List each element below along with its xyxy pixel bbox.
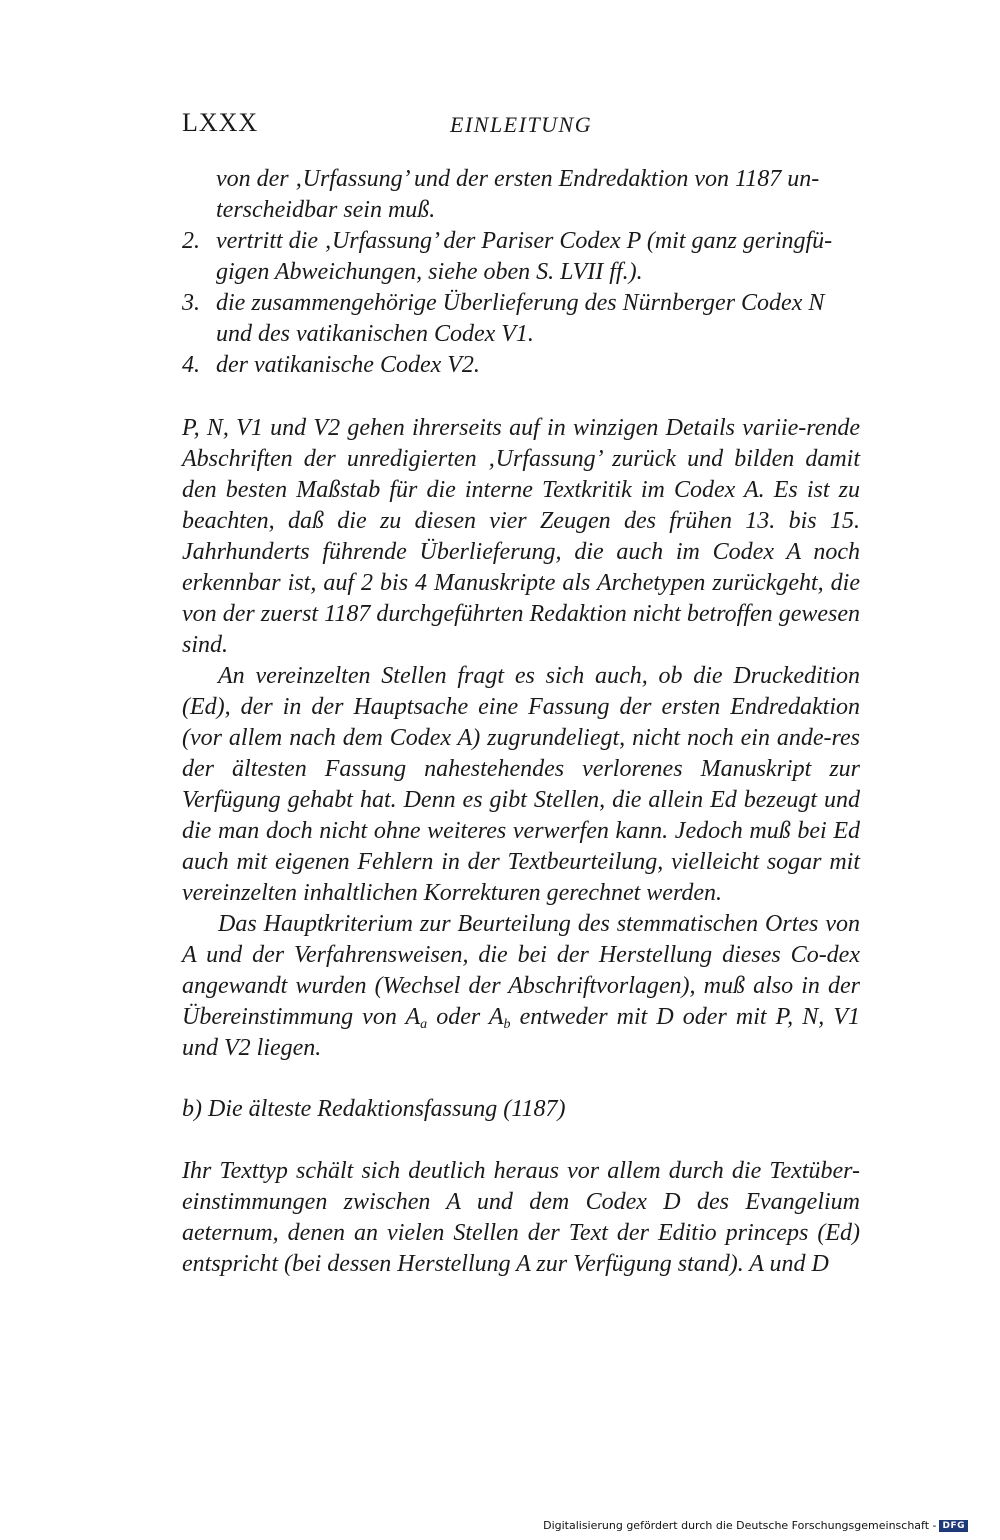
subscript-a: a: [420, 1017, 428, 1032]
paragraph-text: oder A: [427, 1004, 504, 1030]
section-heading: b) Die älteste Redaktionsfassung (1187): [182, 1096, 566, 1122]
running-head: EINLEITUNG: [450, 112, 593, 137]
list-item-text: die zusammengehörige Überlieferung des Nürnberger Codex N und des vatikanischen Codex V1.: [216, 290, 825, 347]
main-text-block: [182, 413, 860, 1064]
paragraph: Ihr Texttyp schält sich deutlich heraus vor allem durch die Textüber-einstimmungen zwischen A und dem Codex D des Evangelium aeternum, denen an vielen Stellen der Text der Editio princeps (Ed) entspricht (bei dessen Herstellung A zur Verfügung stand). A und D: [182, 1158, 860, 1277]
numbered-list: [182, 226, 860, 381]
digitization-credit: [543, 1519, 968, 1532]
paragraph-text: entweder mit D oder mit P, N, V1 und V2 liegen.: [182, 1004, 860, 1061]
paragraph: P, N, V1 und V2 gehen ihrerseits auf in winzigen Details variie-rende Abschriften der unredigierten ‚Urfassung’ zurück und bilden damit den besten Maßstab für die interne Textkritik im Codex A. Es ist zu beachten, daß die zu diesen vier Zeugen des frühen 13. bis 15. Jahrhunderts führende Überlieferung, die auch im Codex A noch erkennbar ist, auf 2 bis 4 Manuskripte als Archetypen zurückgeht, die von der zuerst 1187 durchgeführten Redaktion nicht betroffen gewesen sind.: [182, 415, 860, 658]
numbered-list-block: [182, 164, 860, 381]
list-continuation-text: von der ‚Urfassung’ und der ersten Endredaktion von 1187 un-terscheidbar sein muß.: [216, 166, 820, 223]
list-item-number: 2.: [182, 228, 200, 254]
dfg-logo: DFG: [939, 1520, 968, 1532]
list-item: [182, 350, 860, 381]
list-item-text: vertritt die ‚Urfassung’ der Pariser Codex P (mit ganz geringfü-gigen Abweichungen, siehe oben S. LVII ff.).: [216, 228, 833, 285]
section-text-block: [182, 1156, 860, 1280]
page-number: LXXX: [182, 108, 259, 137]
list-item: [182, 226, 860, 288]
paragraph-text: Das Hauptkriterium zur Beurteilung des stemmatischen Ortes von A und der Verfahrensweisen, die bei der Herstellung dieses Co-dex angewandt wurden (Wechsel der Abschriftvorlagen), muß also in der Übereinstimmung von A: [182, 911, 860, 1030]
list-item: [182, 288, 860, 350]
paragraph: [182, 909, 860, 1064]
list-item-text: der vatikanische Codex V2.: [216, 352, 480, 378]
subscript-b: b: [503, 1017, 511, 1032]
paragraph: An vereinzelten Stellen fragt es sich auch, ob die Druckedition (Ed), der in der Hauptsache eine Fassung der ersten Endredaktion (vor allem nach dem Codex A) zugrundeliegt, nicht noch ein ande-res der ältesten Fassung nahestehendes verlorenes Manuskript zur Verfügung gehabt hat. Denn es gibt Stellen, die allein Ed bezeugt und die man doch nicht ohne weiteres verwerfen kann. Jedoch muß bei Ed auch mit eigenen Fehlern in der Textbeurteilung, vielleicht sogar mit vereinzelten inhaltlichen Korrekturen gerechnet werden.: [182, 663, 860, 906]
credit-text: Digitalisierung gefördert durch die Deutsche Forschungsgemeinschaft -: [543, 1519, 937, 1532]
list-item-number: 3.: [182, 290, 200, 316]
list-item-number: 4.: [182, 352, 200, 378]
